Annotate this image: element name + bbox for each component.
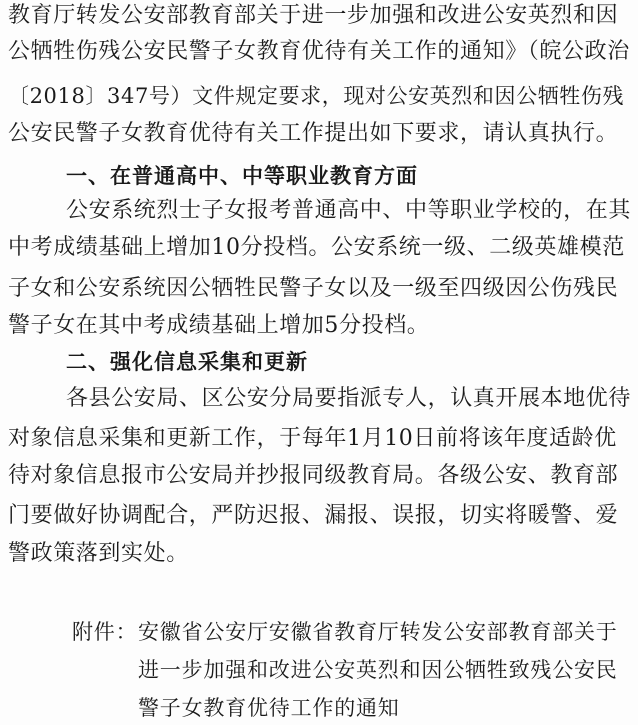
section1-line: 警子女在其中考成绩基础上增加5分投档。	[8, 313, 430, 338]
attachment-label: 附件：	[72, 620, 138, 644]
intro-line: 〔2018〕347号）文件规定要求，现对公安英烈和因公牺牲伤残	[8, 84, 625, 108]
intro-line: 教育厅转发公安部教育部关于进一步加强和改进公安英烈和因	[8, 3, 619, 28]
section2-line: 对象信息采集和更新工作，于每年1月10日前将该年度适龄优	[8, 426, 617, 451]
attachment-title-line: 警子女教育优待工作的通知	[138, 696, 400, 720]
section2-heading: 二、强化信息采集和更新	[66, 350, 308, 374]
section1-line: 子女和公安系统因公牺牲民警子女以及一级至四级因公伤残民	[8, 276, 619, 301]
attachment-title-line: 进一步加强和改进公安英烈和因公牺牲致残公安民	[138, 658, 618, 682]
section2-line: 待对象信息报市公安局并抄报同级教育局。各级公安、教育部	[8, 463, 619, 488]
section1-line: 中考成绩基础上增加10分投档。公安系统一级、二级英雄模范	[8, 235, 625, 260]
section2-line: 警政策落到实处。	[8, 541, 189, 566]
section1-line: 公安系统烈士子女报考普通高中、中等职业学校的，在其	[66, 198, 632, 223]
section1-heading: 一、在普通高中、中等职业教育方面	[66, 164, 418, 188]
section2-line: 各县公安局、区公安分局要指派专人，认真开展本地优待	[66, 386, 632, 411]
intro-line: 公安民警子女教育优待有关工作提出如下要求，请认真执行。	[8, 121, 619, 146]
attachment-title-line: 安徽省公安厅安徽省教育厅转发公安部教育部关于	[138, 620, 618, 644]
section2-line: 门要做好协调配合，严防迟报、漏报、误报，切实将暖警、爱	[8, 503, 619, 528]
intro-line: 公牺牲伤残公安民警子女教育优待有关工作的通知》（皖公政治	[8, 39, 630, 64]
